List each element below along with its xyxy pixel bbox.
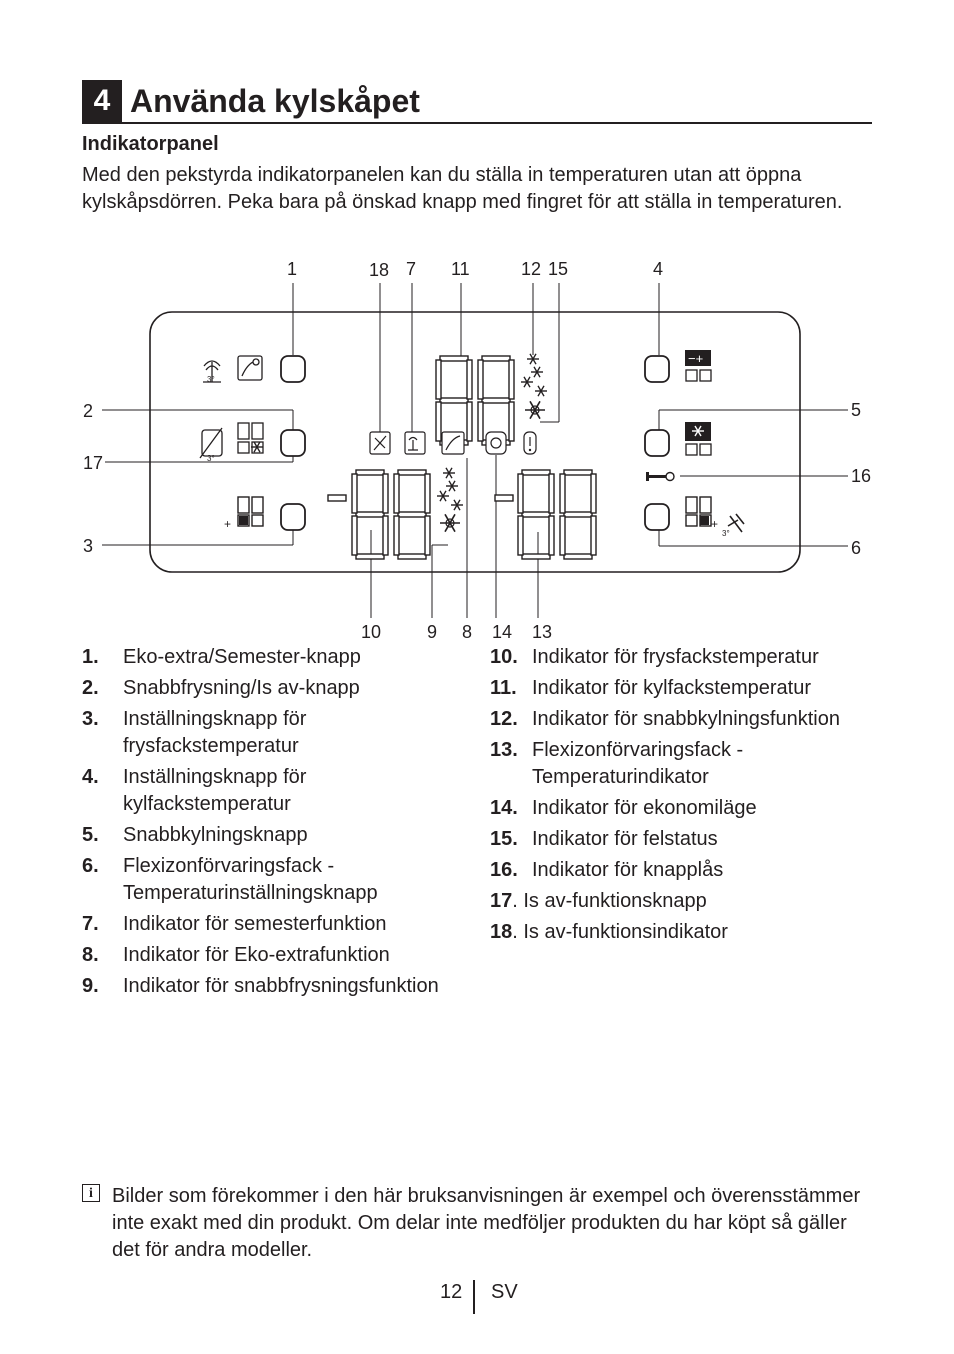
list-item: 8. Indikator för Eko-extrafunktion — [82, 944, 390, 966]
callout-8: 8 — [462, 622, 473, 642]
list-item: 14. Indikator för ekonomiläge — [490, 797, 757, 819]
list-item: 11. Indikator för kylfackstemperatur — [490, 677, 811, 699]
callout-3: 3 — [83, 536, 94, 556]
list-item: 2. Snabbfrysning/Is av-knapp — [82, 677, 360, 699]
callout-10: 10 — [361, 622, 382, 642]
list-item: 17 . Is av-funktionsknapp — [490, 890, 707, 912]
callout-1: 1 — [287, 259, 298, 279]
callout-7: 7 — [406, 259, 417, 279]
list-item: 12. Indikator för snabbkylningsfunktion — [490, 708, 840, 730]
list-item: 18 . Is av-funktionsindikator — [490, 921, 728, 943]
flexi-temp-label: 3° — [722, 529, 730, 538]
subheading: Indikatorpanel — [82, 133, 219, 155]
section-number: 4 — [82, 80, 122, 122]
list-item: 4. Inställningsknapp för kylfackstemperatur — [82, 766, 307, 815]
list-item: 7. Indikator för semesterfunktion — [82, 913, 387, 935]
list-item: 5. Snabbkylningsknapp — [82, 824, 308, 846]
callout-18: 18 — [369, 260, 390, 280]
svg-text:−+: −+ — [688, 351, 704, 366]
legend-list-right — [490, 644, 870, 950]
footer-divider — [473, 1280, 475, 1314]
eco-temp-label: 3° — [207, 375, 215, 384]
list-item: 3. Inställningsknapp för frysfackstemperatur — [82, 708, 307, 757]
svg-text:+: + — [224, 517, 232, 531]
callout-16: 16 — [851, 466, 872, 486]
callout-12: 12 — [521, 259, 542, 279]
callout-13: 13 — [532, 622, 553, 642]
list-item: 1. Eko-extra/Semester-knapp — [82, 646, 361, 668]
section-title: Använda kylskåpet — [130, 83, 420, 119]
callout-9: 9 — [427, 622, 438, 642]
language-code: SV — [491, 1281, 518, 1303]
callout-15: 15 — [548, 259, 569, 279]
quickfreeze-temp-label: 3° — [207, 454, 215, 463]
list-item: 13. Flexizonförvaringsfack - Temperaturindikator — [490, 739, 744, 788]
list-item: 9. Indikator för snabbfrysningsfunktion — [82, 975, 439, 997]
svg-text:+: + — [711, 517, 719, 531]
callout-2: 2 — [83, 401, 94, 421]
intro-paragraph: Med den pekstyrda indikatorpanelen kan du ställa in temperaturen utan att öppna kylskåpsdörren. Peka bara på önskad knapp med fingret för att ställa in temperaturen. — [82, 164, 843, 213]
list-item: 10. Indikator för frysfackstemperatur — [490, 646, 819, 668]
info-icon: i — [82, 1184, 100, 1202]
callout-5: 5 — [851, 400, 862, 420]
callout-14: 14 — [492, 622, 513, 642]
list-item: 15. Indikator för felstatus — [490, 828, 718, 850]
legend-list-left — [82, 644, 462, 1004]
indicator-panel-diagram — [0, 0, 954, 640]
list-item: 6. Flexizonförvaringsfack - Temperaturinställningsknapp — [82, 855, 378, 904]
callout-17: 17 — [83, 453, 104, 473]
callout-11: 11 — [451, 259, 470, 279]
page-number: 12 — [440, 1281, 463, 1303]
list-item: 16. Indikator för knapplås — [490, 859, 724, 881]
callout-4: 4 — [653, 259, 664, 279]
callout-6: 6 — [851, 538, 862, 558]
note-text: Bilder som förekommer i den här bruksanvisningen är exempel och överensstämmer inte exakt med din produkt. Om delar inte medföljer produkten du har köpt så gäller det för andra modeller. — [112, 1185, 861, 1261]
